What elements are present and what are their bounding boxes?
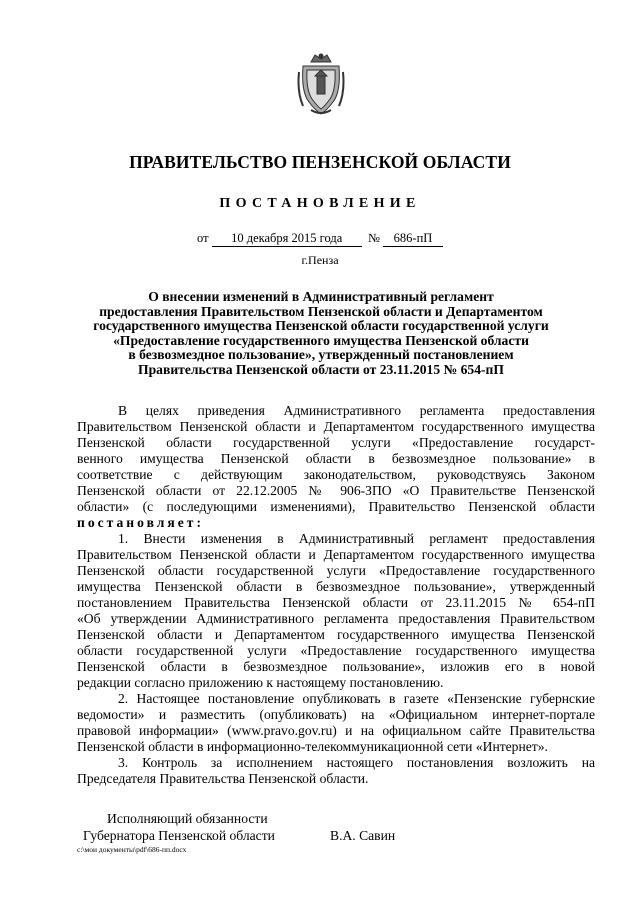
- file-path: c:\мои документы\pdf\686-пп.docx: [77, 845, 187, 854]
- document-type: ПОСТАНОВЛЕНИЕ: [219, 196, 421, 211]
- document-title: [86, 290, 556, 378]
- body-line: «Об утверждении Административного регламента предоставления Правительством: [77, 611, 595, 626]
- body-line: 3. Контроль за исполнением настоящего постановления возложить на: [118, 755, 595, 770]
- body-line: правовой информации» (www.pravo.gov.ru) и на официальном сайте Правительства: [77, 723, 595, 738]
- number-prefix: №: [367, 231, 380, 245]
- resolves-word: постановляет:: [77, 515, 204, 530]
- title-line: в безвозмездное пользование», утвержденный постановлением: [128, 347, 514, 363]
- body-line: Пензенской области и Департаментом государственного имущества Пензенской: [77, 627, 595, 642]
- body-line: соответствие с действующим законодательством, руководствуясь Законом: [77, 467, 595, 482]
- body-line: постановлением Правительства Пензенской области от 23.11.2015 № 654-пП: [77, 595, 595, 610]
- body-line: 1. Внести изменения в Административный регламент предоставления: [118, 531, 595, 546]
- signatory-name: В.А. Савин: [330, 828, 396, 843]
- body-line: Председателя Правительства Пензенской области.: [77, 771, 369, 786]
- body-line: Правительством Пензенской области и Департаментом государственного имущества: [77, 547, 595, 562]
- body-line: Пензенской области в информационно-телекоммуникационной сети «Интернет».: [77, 739, 548, 754]
- signatory-title-line2: Губернатора Пензенской области: [83, 828, 275, 843]
- city: г.Пенза: [301, 253, 339, 267]
- body-line: Пензенской области государственной услуги «Предоставление государст-: [77, 435, 595, 450]
- title-line: Правительства Пензенской области от 23.11.2015 № 654-пП: [138, 361, 504, 377]
- title-line: О внесении изменений в Административный регламент: [148, 289, 494, 304]
- title-line: «Предоставление государственного имущества Пензенской области: [113, 332, 529, 348]
- body-line: области» (с последующими изменениями), Правительство Пензенской области: [77, 499, 595, 514]
- body-line: В целях приведения Административного регламента предоставления: [118, 403, 595, 418]
- signatory-title-line1: Исполняющий обязанности: [107, 811, 268, 826]
- title-line: предоставления Правительством Пензенской области и Департаментом: [99, 303, 543, 319]
- title-line: государственного имущества Пензенской области государственной услуги: [93, 318, 549, 334]
- date-number-line: [0, 231, 640, 247]
- body-line: имущества Пензенской области в безвозмездное пользование», утвержденный: [77, 579, 595, 594]
- date-prefix: от: [197, 231, 209, 245]
- body-line: Пензенской области от 22.12.2005 № 906-ЗПО «О Правительстве Пензенской: [77, 483, 595, 498]
- body-line: 2. Настоящее постановление опубликовать в газете «Пензенские губернские: [118, 691, 595, 706]
- body-line: области государственной услуги «Предоставление государственного имущества: [77, 643, 595, 658]
- body-line: венного имущества Пензенской области в безвозмездное пользование» в: [77, 451, 595, 466]
- document-date: 10 декабря 2015 года: [212, 231, 362, 247]
- body-line: Пензенской области в безвозмездное пользование», изложив его в новой: [77, 659, 595, 674]
- body-line: редакции согласно приложению к настоящему постановлению.: [77, 675, 444, 690]
- body-line: Правительством Пензенской области и Департаментом государственного имущества: [77, 419, 595, 434]
- document-number: 686-пП: [383, 231, 443, 247]
- coat-of-arms-emblem: [297, 52, 345, 116]
- organization-name: ПРАВИТЕЛЬСТВО ПЕНЗЕНСКОЙ ОБЛАСТИ: [129, 152, 511, 172]
- body-line: ведомости» и разместить (опубликовать) на «Официальном интернет-портале: [77, 707, 595, 722]
- body-line: Пензенской области государственной услуги «Предоставление государственного: [77, 563, 595, 578]
